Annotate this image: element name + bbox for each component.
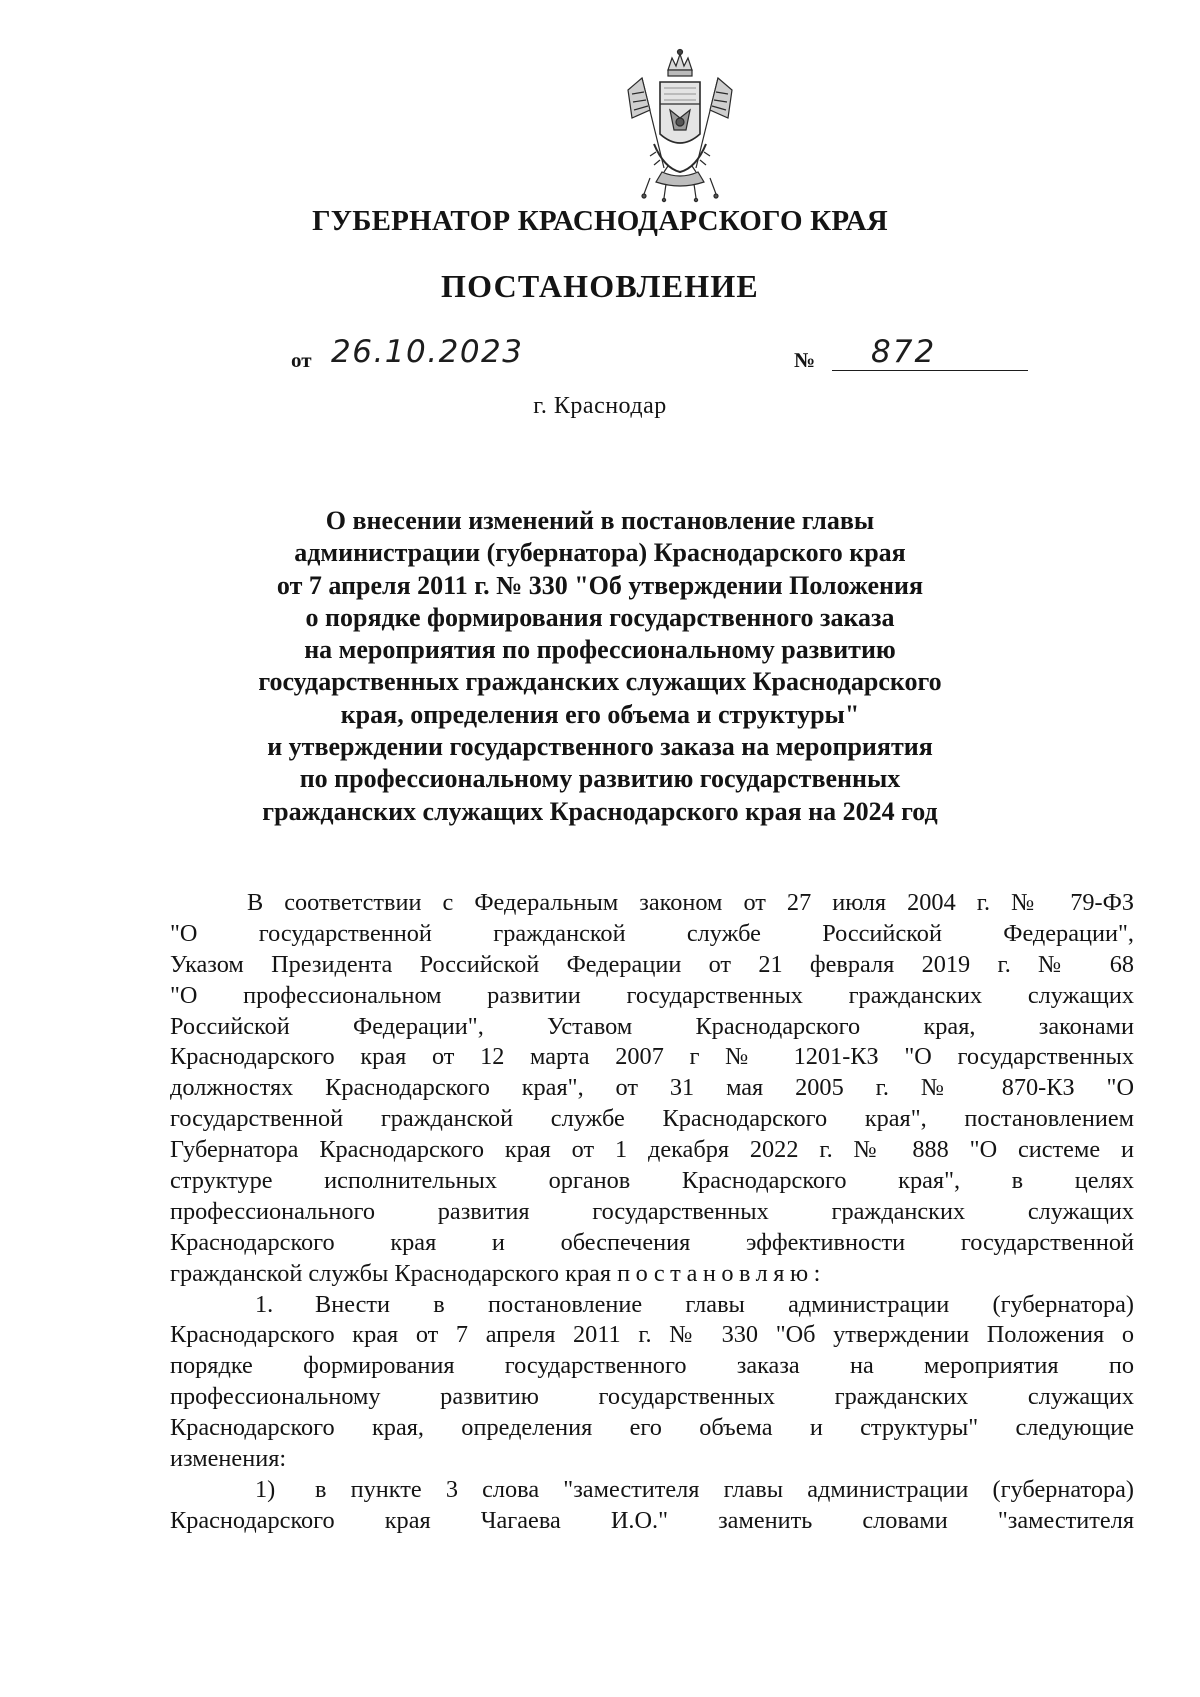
body-line-last: изменения: [170, 1445, 287, 1473]
body-text: Внести в постановление главы администрации (губернатора) [315, 1290, 1134, 1318]
title-line: администрации (губернатора) Краснодарского края [294, 538, 906, 568]
title-line: и утверждении государственного заказа на мероприятия [267, 732, 933, 762]
issuing-authority: ГУБЕРНАТОР КРАСНОДАРСКОГО КРАЯ [312, 205, 888, 237]
title-line: О внесении изменений в постановление главы [325, 506, 875, 535]
item-number: 1. [255, 1290, 274, 1318]
body-line: "О государственной гражданской службе Российской Федерации", [170, 919, 1134, 947]
city-line: г. Краснодар [533, 393, 667, 419]
body-line: Краснодарского края от 12 марта 2007 г № 1201-КЗ "О государственных [170, 1043, 1134, 1071]
item-1-first-line [170, 1290, 1134, 1321]
title-line: по профессиональному развитию государственных [299, 764, 901, 794]
number-label: № [794, 348, 816, 372]
title-line: на мероприятия по профессиональному развитию [304, 635, 896, 665]
document-type-heading: ПОСТАНОВЛЕНИЕ [441, 268, 759, 304]
body-line: Краснодарского края Чагаева И.О." заменить словами "заместителя [170, 1506, 1134, 1534]
body-line: Российской Федерации", Уставом Краснодарского края, законами [170, 1012, 1134, 1040]
handwritten-number: 872 [871, 334, 937, 370]
resolve-word: постановляю: [617, 1259, 826, 1287]
body-line: государственной гражданской службе Краснодарского края", постановлением [170, 1105, 1134, 1133]
document-body [170, 888, 1134, 1537]
title-line: гражданских служащих Краснодарского края на 2024 год [262, 796, 938, 826]
subitem-number: 1) [255, 1475, 276, 1503]
body-line-last [170, 1259, 1134, 1290]
number-underline [832, 370, 1028, 371]
body-line: Краснодарского края и обеспечения эффективности государственной [170, 1228, 1134, 1256]
body-line: порядке формирования государственного заказа на мероприятия по [170, 1352, 1134, 1380]
body-text: гражданской службы Краснодарского края [170, 1259, 612, 1287]
title-line: государственных гражданских служащих Краснодарского [258, 667, 942, 697]
body-line: В соответствии с Федеральным законом от 27 июля 2004 г. № 79-ФЗ [247, 889, 1134, 916]
title-line: о порядке формирования государственного заказа [305, 602, 895, 632]
body-line: структуре исполнительных органов Краснодарского края", в целях [170, 1167, 1134, 1195]
body-line: профессионального развития государственных гражданских служащих [170, 1197, 1134, 1225]
body-line: Указом Президента Российской Федерации от 21 февраля 2019 г. № 68 [170, 950, 1134, 978]
handwritten-date: 26.10.2023 [331, 334, 524, 370]
body-text: в пункте 3 слова "заместителя главы администрации (губернатора) [315, 1475, 1134, 1503]
body-line: Краснодарского края от 7 апреля 2011 г. № 330 "Об утверждении Положения о [170, 1321, 1134, 1349]
body-line: должностях Краснодарского края", от 31 мая 2005 г. № 870-КЗ "О [170, 1074, 1134, 1102]
title-line: края, определения его объема и структуры" [340, 699, 860, 729]
document-title [200, 505, 1000, 828]
body-line: Губернатора Краснодарского края от 1 декабря 2022 г. № 888 "О системе и [170, 1136, 1134, 1164]
subitem-1-first-line [170, 1475, 1134, 1506]
title-line: от 7 апреля 2011 г. № 330 "Об утверждении Положения [276, 570, 924, 600]
krasnodar-coat-of-arms-emblem [624, 48, 736, 203]
date-prefix: от [291, 348, 312, 372]
body-line: профессиональному развитию государственных гражданских служащих [170, 1383, 1134, 1411]
body-line: "О профессиональном развитии государственных гражданских служащих [170, 981, 1134, 1009]
date-number-row [0, 330, 1200, 380]
body-line: Краснодарского края, определения его объема и структуры" следующие [170, 1414, 1134, 1442]
